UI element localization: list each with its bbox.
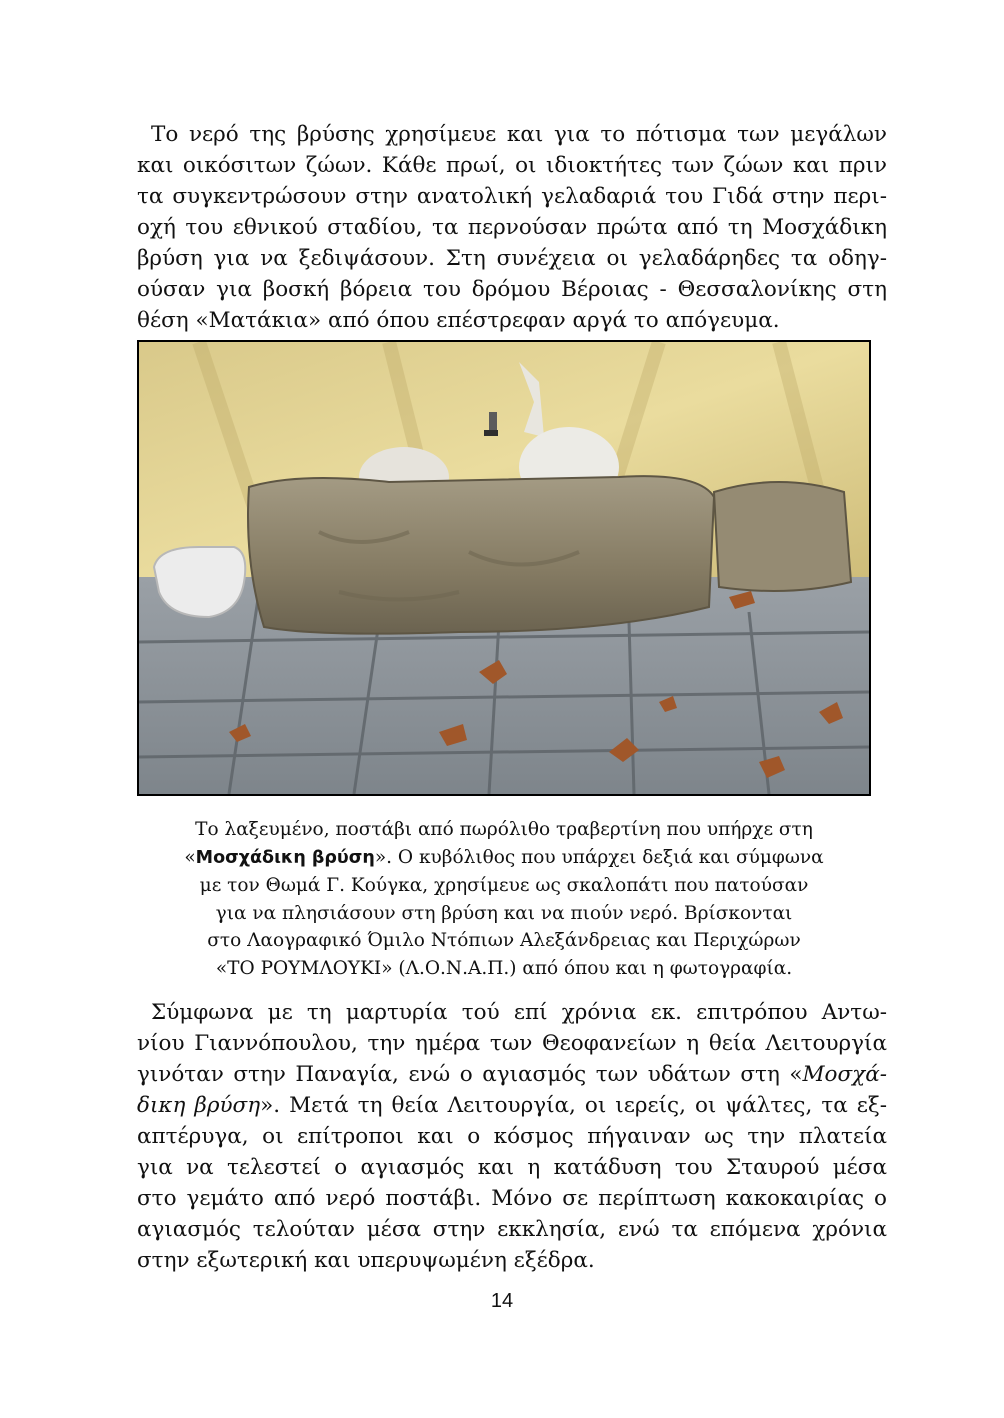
caption-text: ». Ο κυβόλιθος που υπάρχει δεξιά και σύμφωνα — [374, 846, 824, 868]
text-line: αγιασμός τελούταν μέσα στην εκκλησία, ενώ τα επόμενα χρόνια — [137, 1217, 887, 1242]
text-line: στο γεμάτο από νερό ποστάβι. Μόνο σε περίπτωση κακοκαιρίας ο — [137, 1186, 887, 1211]
text-line: και οικόσιτων ζώων. Κάθε πρωί, οι ιδιοκτήτες των ζώων και πριν — [137, 153, 887, 178]
text-line — [137, 1059, 887, 1090]
caption-line: για να πλησιάσουν στη βρύση και να πιούν νερό. Βρίσκονται — [215, 902, 793, 924]
text-line: ούσαν για βοσκή βόρεια του δρόμου Βέροιας - Θεσσαλονίκης στη — [137, 277, 887, 302]
italic-segment: δικη βρύση — [137, 1093, 261, 1118]
text-segment: ». Μετά τη θεία Λειτουργία, οι ιερείς, οι ψάλτες, τα εξ- — [260, 1093, 888, 1118]
text-line: οχή του εθνικού σταδίου, τα περνούσαν πρώτα από τη Μοσχάδικη — [137, 215, 887, 240]
caption-quote: « — [184, 846, 196, 868]
text-segment: γινόταν στην Παναγία, ενώ ο αγιασμός των υδάτων στη « — [137, 1062, 803, 1087]
text-line — [137, 1090, 887, 1121]
stone-trough-illustration — [139, 342, 869, 794]
photo-stone-trough — [137, 340, 871, 796]
text-line: για να τελεστεί ο αγιασμός και η κατάδυση του Σταυρού μέσα — [137, 1155, 887, 1180]
caption-line — [137, 844, 871, 873]
italic-segment: Μοσχά- — [802, 1062, 887, 1087]
text-line: Το νερό της βρύσης χρησίμευε και για το πότισμα των μεγάλων — [151, 122, 887, 147]
paragraph-water-use — [137, 119, 887, 336]
text-line: στην εξωτερική και υπερυψωμένη εξέδρα. — [137, 1248, 595, 1273]
caption-line: με τον Θωμά Γ. Κούγκα, χρησίμευε ως σκαλοπάτι που πατούσαν — [199, 875, 809, 896]
text-line: θέση «Ματάκια» από όπου επέστρεφαν αργά το απόγευμα. — [137, 308, 780, 333]
caption-line: στο Λαογραφικό Όμιλο Ντόπιων Αλεξάνδρειας και Περιχώρων — [207, 930, 801, 951]
text-line: απτέρυγα, οι επίτροποι και ο κόσμος πήγαιναν ως την πλατεία — [137, 1124, 887, 1149]
text-line: νίου Γιαννόπουλου, την ημέρα των Θεοφανείων η θεία Λειτουργία — [137, 1031, 887, 1056]
text-line: Σύμφωνα με τη μαρτυρία τού επί χρόνια εκ. επιτρόπου Αντω- — [151, 1000, 887, 1025]
caption-bold-name: Μοσχάδικη βρύση — [195, 847, 375, 868]
caption-line: Το λαξευμένο, ποστάβι από πωρόλιθο τραβερτίνη που υπήρχε στη — [195, 819, 813, 840]
caption-line: «ΤΟ ΡΟΥΜΛΟΥΚΙ» (Λ.Ο.Ν.Α.Π.) από όπου και η φωτογραφία. — [215, 957, 793, 979]
text-line: βρύση για να ξεδιψάσουν. Στη συνέχεια οι γελαδάρηδες τα οδηγ- — [137, 246, 887, 271]
page-number: 14 — [490, 1290, 514, 1312]
text-line: τα συγκεντρώσουν στην ανατολική γελαδαριά του Γιδά στην περι- — [137, 184, 887, 209]
photo-caption — [137, 816, 871, 982]
paragraph-epiphany — [137, 997, 887, 1276]
